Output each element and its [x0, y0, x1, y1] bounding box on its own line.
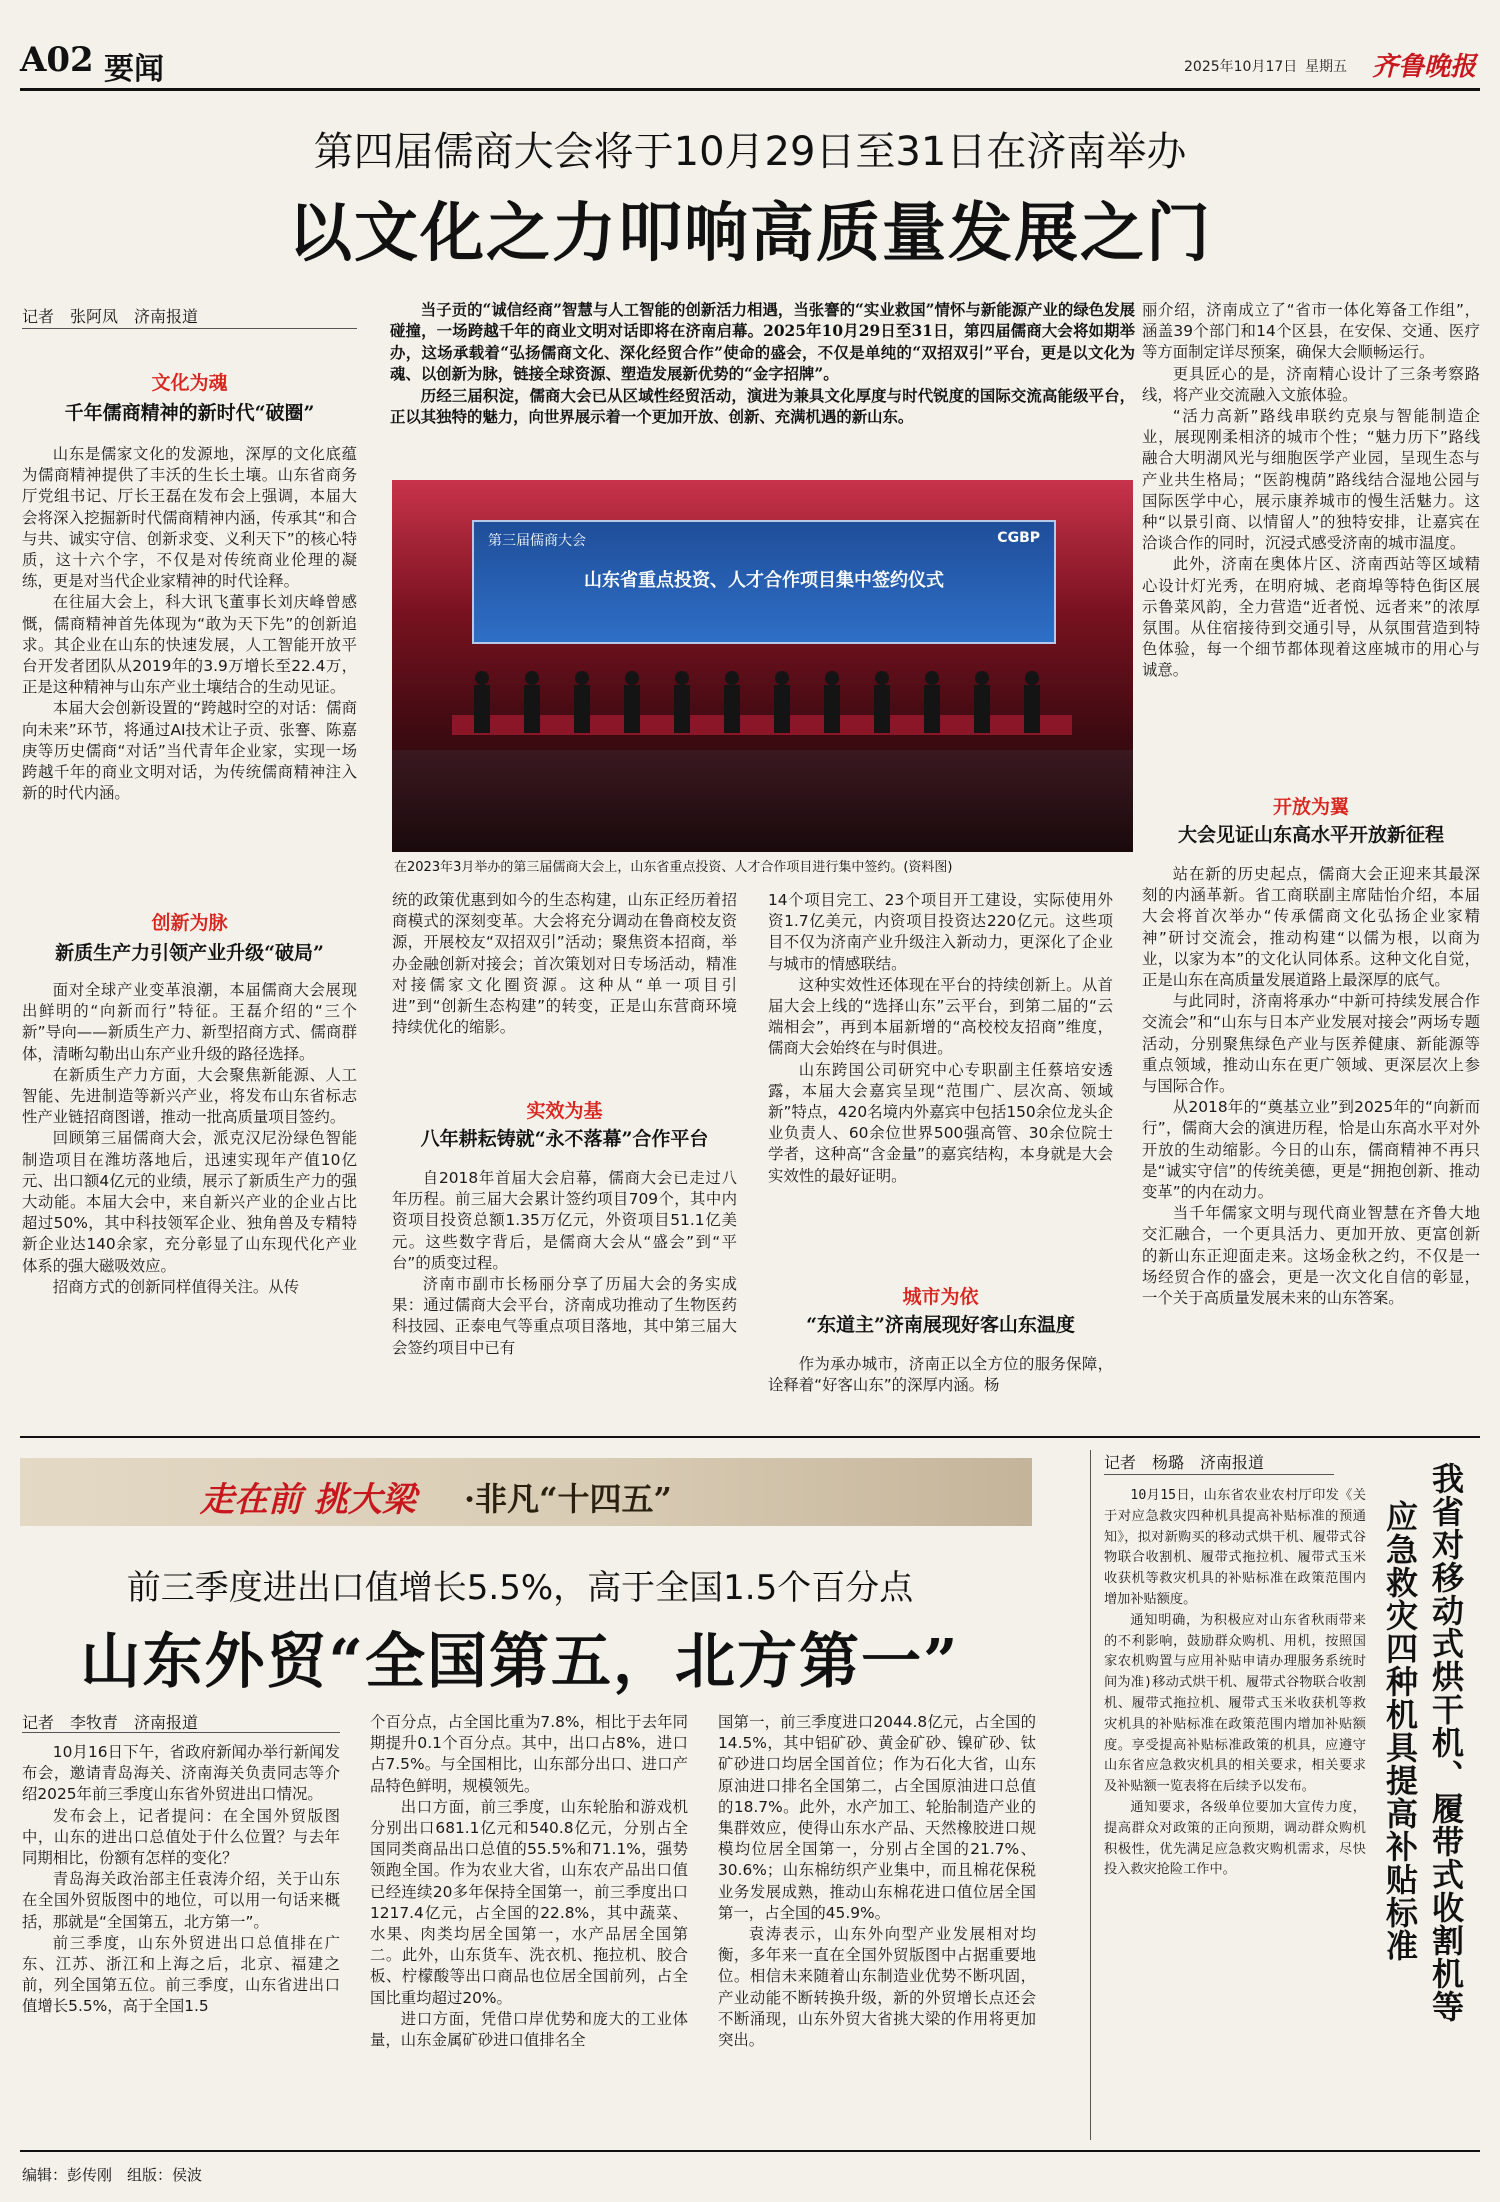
sec2-body: [22, 980, 357, 1298]
paragraph: “活力高新”路线串联约克泉与智能制造企业，展现刚柔相济的城市个性；“魅力历下”路线融合大明湖风光与细胞医学产业园，呈现生态与产业共生格局；“医韵槐荫”路线结合湿地公园与国际医学中心，展示康养城市的慢生活魅力。这种“以景引商、以情留人”的独特安排，让嘉宾在洽谈合作的同时，沉浸式感受济南的城市温度。: [1142, 407, 1480, 553]
paragraph: 前三季度，山东外贸进出口总值排在广东、江苏、浙江和上海之后，北京、福建之前，列全国第五位。前三季度，山东省进出口值增长5.5%，高于全国1.5: [22, 1933, 340, 2016]
series-banner: [20, 1458, 1032, 1526]
story3-body: [1104, 1486, 1366, 1881]
paragraph: 个百分点，占全国比重为7.8%，相比于去年同期提升0.1个百分点。其中，出口占8%，进口占7.5%。与全国相比，山东部分出口、进口产品特色鲜明，规模领先。: [370, 1713, 688, 1795]
paragraph: 站在新的历史起点，儒商大会正迎来其最深刻的内涵革新。省工商联副主席陆怡介绍，本届大会将首次举办“传承儒商文化弘扬企业家精神”研讨交流会，推动构建“以儒为根，以商为业，以家为本”的文化认同体系。这种文化自觉，正是山东在高质量发展道路上最深厚的底气。: [1142, 865, 1480, 990]
screen-right-logo: CGBP: [997, 530, 1040, 546]
paragraph: 进口方面，凭借口岸优势和庞大的工业体量，山东金属矿砂进口值排名全: [370, 2009, 688, 2050]
story2-col3: [718, 1712, 1036, 2051]
sec3-body: [392, 1168, 737, 1359]
byline-rule: [1104, 1474, 1334, 1475]
paragraph: 历经三届积淀，儒商大会已从区域性经贸活动，演进为兼具文化厚度与时代锐度的国际交流高能级平台，正以其独特的魅力，向世界展示着一个更加开放、创新、充满机遇的新山东。: [390, 386, 1135, 427]
sec4-subhead: “东道主”济南展现好客山东温度: [806, 1314, 1075, 1336]
photo-caption: 在2023年3月举办的第三届儒商大会上，山东省重点投资、人才合作项目进行集中签约。(资料图): [394, 860, 953, 875]
column-divider: [1090, 1450, 1091, 2140]
sec5-body: [1142, 864, 1480, 1309]
sec1-kicker: 文化为魂: [151, 372, 228, 394]
col3-body: [768, 890, 1113, 1187]
sec1-body: [22, 444, 357, 804]
paragraph: 国第一，前三季度进口2044.8亿元，占全国的14.5%，其中铝矿砂、黄金矿砂、镍矿砂、钛矿砂进口均居全国首位；作为石化大省，山东原油进口排名全国第二，占全国原油进口总值的18.7%。此外，水产加工、轮胎制造产业的集群效应，使得山东水产品、天然橡胶进口规模均位居全国第一，分别占全国的21.7%、30.6%；山东棉纺织产业集中，而且棉花保税业务发展成熟，推动山东棉花进口值位居全国第一，占全国的45.9%。: [718, 1713, 1036, 1922]
paragraph: 14个项目完工、23个项目开工建设，实际使用外资1.7亿美元，内资项目投资达220亿元。这些项目不仅为济南产业升级注入新动力，更深化了企业与城市的情感联结。: [768, 891, 1113, 973]
section-name: 要闻: [104, 52, 164, 87]
signing-ceremony-photo: [392, 480, 1133, 852]
col2-body: [392, 890, 737, 1038]
sec3-subhead: 八年耕耘铸就“永不落幕”合作平台: [420, 1128, 709, 1150]
paragraph: 更具匠心的是，济南精心设计了三条考察路线，将产业交流融入文旅体验。: [1142, 364, 1480, 404]
paragraph: 与此同时，济南将承办“中新可持续发展合作交流会”和“山东与日本产业发展对接会”两场专题活动，分别聚焦绿色产业与医养健康、新能源等重点领域，推动山东在更广领域、更深层次上参与国际合作。: [1142, 992, 1480, 1096]
story1-lead: [390, 300, 1135, 428]
sec1-subhead: 千年儒商精神的新时代“破圈”: [64, 402, 315, 424]
paragraph: 丽介绍，济南成立了“省市一体化筹备工作组”，涵盖39个部门和14个区县，在安保、交通、医疗等方面制定详尽预案，确保大会顺畅运行。: [1142, 301, 1480, 362]
screen-main-title: 山东省重点投资、人才合作项目集中签约仪式: [584, 570, 944, 591]
paragraph: 10月16日下午，省政府新闻办举行新闻发布会，邀请青岛海关、济南海关负责同志等介绍2025年前三季度山东省外贸进出口情况。: [22, 1743, 340, 1804]
stage-screen: [472, 520, 1056, 644]
paragraph: 济南市副市长杨丽分享了历届大会的务实成果：通过儒商大会平台，济南成功推动了生物医药科技园、正泰电气等重点项目落地，其中第三届大会签约项目中已有: [392, 1275, 737, 1357]
paragraph: 统的政策优惠到如今的生态构建，山东正经历着招商模式的深刻变革。大会将充分调动在鲁商校友资源，开展校友“双招双引”活动；聚焦资本招商，举办金融创新对接会；首次策划对日专场活动，精准对接儒家文化圈资源。这种从“单一项目引进”到“创新生态构建”的转变，正是山东营商环境持续优化的缩影。: [392, 891, 737, 1037]
sec2-subhead: 新质生产力引领产业升级“破局”: [55, 942, 324, 964]
paragraph: 此外，济南在奥体片区、济南西站等区域精心设计灯光秀，在明府城、老商埠等特色街区展示鲁菜风韵，全力营造“近者悦、远者来”的浓厚氛围。从住宿接待到交通引导，从氛围营造到特色体验，每一个细节都体现着这座城市的用心与诚意。: [1142, 555, 1480, 680]
section-divider: [20, 1436, 1480, 1438]
people-silhouettes: [392, 660, 1133, 760]
paragraph: 发布会上，记者提问：在全国外贸版图中，山东的进出口总值处于什么位置？与去年同期相比，份额有怎样的变化？: [22, 1806, 340, 1868]
story2-subtitle: 前三季度进出口值增长5.5%，高于全国1.5个百分点: [126, 1568, 914, 1608]
byline-rule: [22, 328, 357, 329]
paragraph: 通知要求，各级单位要加大宣传力度，提高群众对政策的正向预期，调动群众购机积极性，优先满足应急救灾购机需求，尽快投入救灾抢险工作中。: [1104, 1799, 1366, 1878]
paragraph: 青岛海关政治部主任袁涛介绍，关于山东在全国外贸版图中的地位，可以用一句话来概括，那就是“全国第五，北方第一”。: [22, 1870, 340, 1931]
paragraph: 招商方式的创新同样值得关注。从传: [52, 1277, 300, 1296]
col4-body: [1142, 300, 1480, 682]
story2-col1: [22, 1742, 340, 2018]
sec4-kicker: 城市为依: [902, 1286, 979, 1308]
issue-weekday: 星期五: [1305, 59, 1347, 75]
paragraph: 通知明确，为积极应对山东省秋雨带来的不利影响，鼓励群众购机、用机，按照国家农机购置与应用补贴申请办理服务系统时间为准)移动式烘干机、履带式谷物联合收割机、履带式拖拉机、履带式玉米收获机等救灾机具的补贴标准在政策范围内增加补贴额度。享受提高补贴标准政策的机具，应遵守山东省应急救灾机具的相关要求，相关要求及补贴额一览表将在后续予以发布。: [1104, 1612, 1366, 1795]
story2-headline: 山东外贸“全国第五，北方第一”: [80, 1627, 960, 1697]
banner-right-text: ·非凡“十四五”: [464, 1480, 672, 1518]
paragraph: 当千年儒家文明与现代商业智慧在齐鲁大地交汇融合，一个更具活力、更加开放、更富创新的新山东正迎面走来。这场金秋之约，不仅是一场经贸合作的盛会，更是一次文化自信的彰显，一个关于高质量发展未来的山东答案。: [1142, 1204, 1480, 1308]
sec5-subhead: 大会见证山东高水平开放新征程: [1177, 824, 1444, 846]
paragraph: 在新质生产力方面，大会聚焦新能源、人工智能、先进制造等新兴产业，将发布山东省标志性产业链招商图谱，推动一批高质量项目签约。: [22, 1065, 357, 1127]
story1-subtitle: 第四届儒商大会将于10月29日至31日在济南举办: [313, 129, 1187, 175]
sec3-kicker: 实效为基: [526, 1100, 603, 1122]
paragraph: 回顾第三届儒商大会，派克汉尼汾绿色智能制造项目在潍坊落地后，迅速实现年产值10亿元、出口额4亿元的业绩，展示了新质生产力的强大动能。本届大会中，来自新兴产业的企业占比超过50%，其中科技领军企业、独角兽及专精特新企业达140余家，充分彰显了山东现代化产业体系的强大磁吸效应。: [22, 1129, 357, 1275]
editor-credit: 编辑：彭传刚 组版：侯波: [22, 2166, 203, 2184]
banner-left-text: 走在前 挑大梁: [200, 1480, 416, 1520]
stage-floor: [392, 750, 1133, 852]
story3-headline-line2: 应急救灾四种机具提高补贴标准: [1381, 1500, 1419, 1962]
paragraph: 袁涛表示，山东外向型产业发展相对均衡，多年来一直在全国外贸版图中占据重要地位。相信未来随着山东制造业优势不断巩固，产业动能不断转换升级，新的外贸增长点还会不断涌现，山东外贸大省挑大梁的作用将更加突出。: [718, 1925, 1036, 2050]
story3-byline: 记者 杨璐 济南报道: [1104, 1453, 1265, 1472]
paragraph: 当子贡的“诚信经商”智慧与人工智能的创新活力相遇，当张謇的“实业救国”情怀与新能源产业的绿色发展碰撞，一场跨越千年的商业文明对话即将在济南启幕。2025年10月29日至31日，第四届儒商大会将如期举办，这场承载着“弘扬儒商文化、深化经贸合作”使命的盛会，不仅是单纯的“双招双引”平台，更是以文化为魂、以创新为脉，链接全球资源、塑造发展新优势的“金字招牌”。: [390, 301, 1135, 384]
story3-headline-line1: 我省对移动式烘干机、履带式收割机等: [1427, 1462, 1465, 2023]
story2-byline: 记者 李牧青 济南报道: [22, 1713, 199, 1732]
header-rule: [20, 88, 1480, 91]
newspaper-brand-logo: 齐鲁晚报: [1372, 52, 1477, 82]
byline-rule: [22, 1732, 340, 1733]
story1-byline: 记者 张阿凤 济南报道: [22, 307, 199, 326]
paragraph: 作为承办城市，济南正以全方位的服务保障，诠释着“好客山东”的深厚内涵。杨: [768, 1355, 1113, 1395]
paragraph: 在往届大会上，科大讯飞董事长刘庆峰曾感慨，儒商精神首先体现为“敢为天下先”的创新追求。其企业在山东的快速发展，人工智能开放平台开发者团队从2019年的3.9万增长至22.4万，正是这种精神与山东产业土壤结合的生动见证。: [22, 593, 357, 697]
sec2-kicker: 创新为脉: [151, 912, 228, 934]
sec4-body: [768, 1354, 1113, 1396]
paragraph: 出口方面，前三季度，山东轮胎和游戏机分别出口681.1亿元和540.8亿元，分别占全国同类商品出口总值的55.5%和71.1%，强势领跑全国。作为农业大省，山东农产品出口值已经连续20多年保持全国第一，前三季度出口1217.4亿元，占全国的22.8%，其中蔬菜、水果、肉类均居全国第一，水产品居全国第二。此外，山东货车、洗衣机、拖拉机、胶合板、柠檬酸等出口商品也位居全国前列，占全国比重均超过20%。: [370, 1797, 688, 2007]
footer-rule: [20, 2150, 1480, 2152]
paragraph: 山东是儒家文化的发源地，深厚的文化底蕴为儒商精神提供了丰沃的生长土壤。山东省商务厅党组书记、厅长王磊在发布会上强调，本届大会将深入挖掘新时代儒商精神内涵，传承其“和合与共、诚实守信、创新求变、义利天下”的核心特质，这十六个字，不仅是对传统商业伦理的凝练，更是对当代企业家精神的时代诠释。: [22, 445, 357, 591]
issue-date: 2025年10月17日: [1184, 59, 1298, 75]
page-number: A02: [20, 40, 94, 80]
paragraph: 山东跨国公司研究中心专职副主任蔡培安透露，本届大会嘉宾呈现“范围广、层次高、领域新”特点，420名境内外嘉宾中包括150余位龙头企业负责人、60余位世界500强高管、30余位院士学者，这种高“含金量”的嘉宾结构，本身就是大会实效性的最好证明。: [768, 1060, 1113, 1185]
paragraph: 自2018年首届大会启幕，儒商大会已走过八年历程。前三届大会累计签约项目709个，其中内资项目投资总额1.35万亿元，外资项目51.1亿美元。这些数字背后，是儒商大会从“盛会”到“平台”的质变过程。: [392, 1169, 737, 1272]
sec5-kicker: 开放为翼: [1272, 796, 1349, 818]
paragraph: 本届大会创新设置的“跨越时空的对话：儒商向未来”环节，将通过AI技术让子贡、张謇、陈嘉庚等历史儒商“对话”当代青年企业家，实现一场跨越千年的商业文明对话，为传统儒商精神注入新的时代内涵。: [22, 699, 357, 803]
paragraph: 10月15日，山东省农业农村厅印发《关于对应急救灾四种机具提高补贴标准的预通知》，拟对新购买的移动式烘干机、履带式谷物联合收割机、履带式拖拉机、履带式玉米收获机等救灾机具的补贴标准在政策范围内增加补贴额度。: [1104, 1488, 1366, 1607]
screen-left-title: 第三届儒商大会: [488, 533, 586, 549]
paragraph: 这种实效性还体现在平台的持续创新上。从首届大会上线的“选择山东”云平台，到第二届的“云端相会”，再到本届新增的“高校校友招商”维度，儒商大会始终在与时俱进。: [768, 975, 1113, 1058]
paragraph: 面对全球产业变革浪潮，本届儒商大会展现出鲜明的“向新而行”特征。王磊介绍的“三个新”导向——新质生产力、新型招商方式、儒商群体，清晰勾勒出山东产业升级的路径选择。: [22, 981, 357, 1063]
paragraph: 从2018年的“奠基立业”到2025年的“向新而行”，儒商大会的演进历程，恰是山东高水平对外开放的生动缩影。今日的山东，儒商精神不再只是“诚实守信”的传统美德，更是“拥抱创新、推动变革”的内在动力。: [1142, 1098, 1480, 1202]
story2-col2: [370, 1712, 688, 2051]
story1-headline: 以文化之力叩响高质量发展之门: [288, 196, 1212, 271]
